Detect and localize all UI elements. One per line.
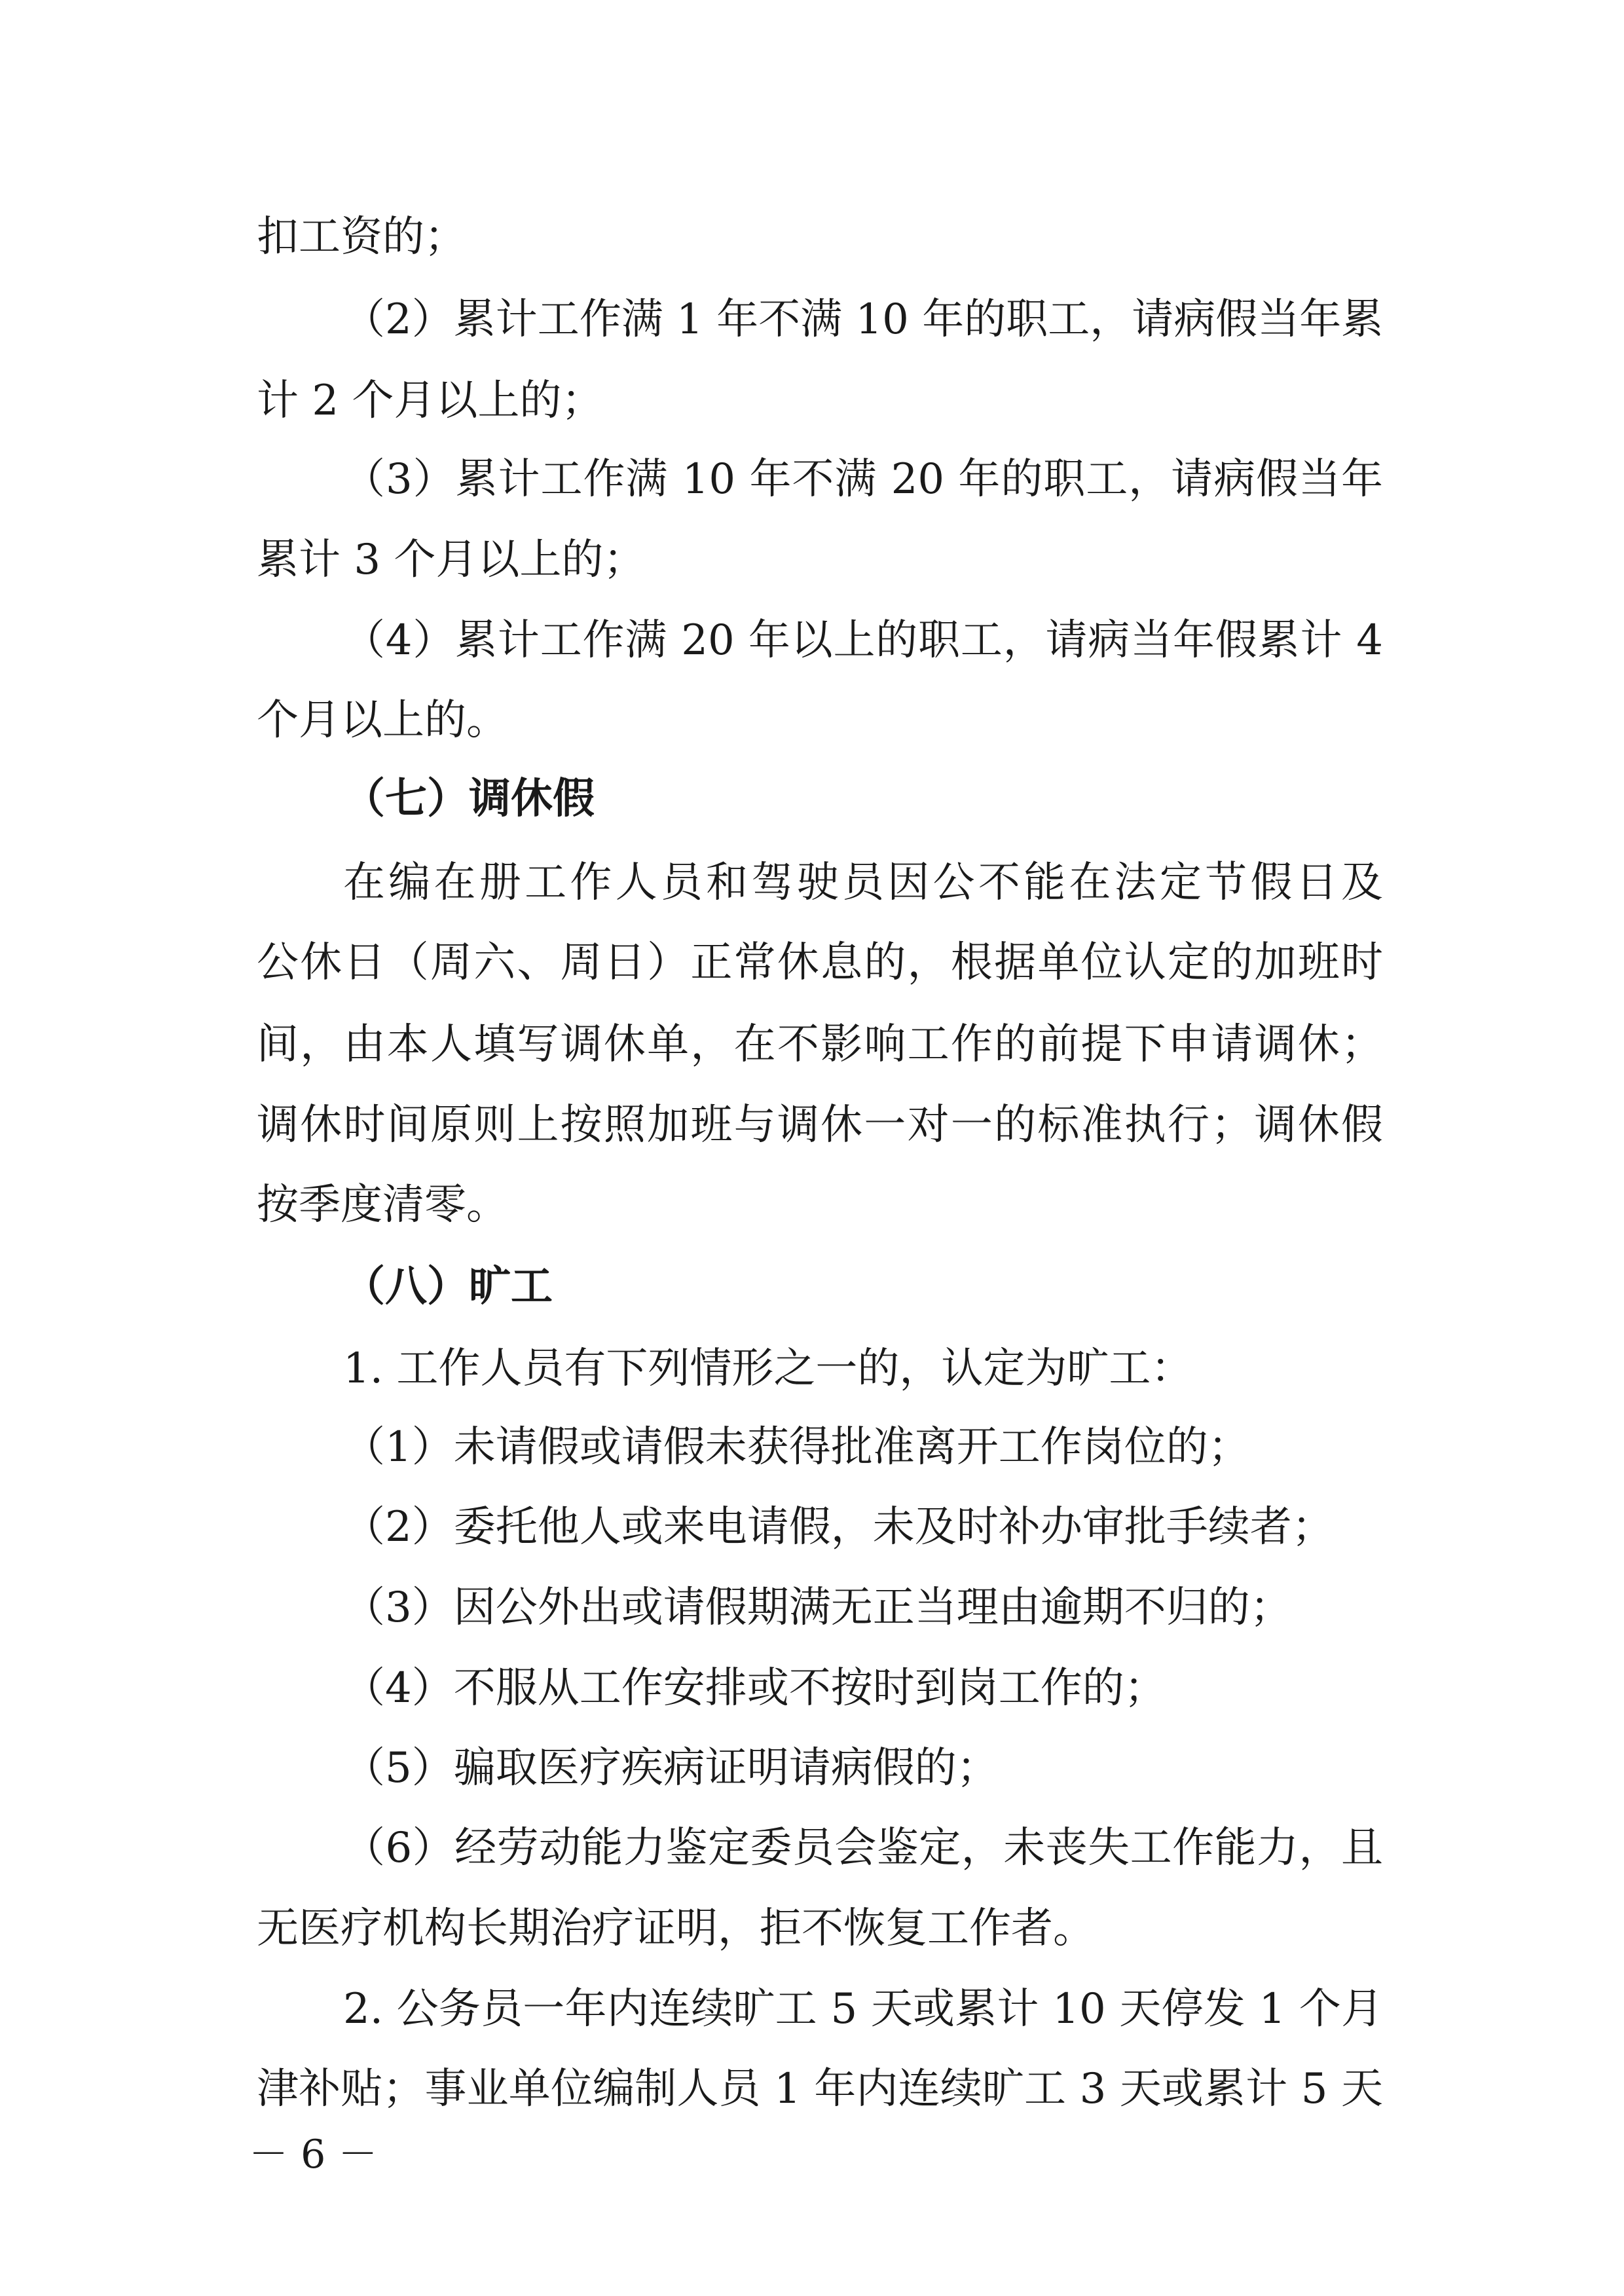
body-line: 津补贴；事业单位编制人员 1 年内连续旷工 3 天或累计 5 天 — [257, 2065, 1383, 2113]
list-item-line: （3）累计工作满 10 年不满 20 年的职工，请病假当年 — [343, 455, 1383, 504]
body-line: 扣工资的； — [257, 213, 466, 261]
body-line: 按季度清零。 — [257, 1181, 508, 1229]
body-line: 调休时间原则上按照加班与调休一对一的标准执行；调休假 — [257, 1101, 1383, 1149]
body-line: 计 2 个月以上的； — [257, 377, 604, 425]
list-item-line: 1. 工作人员有下列情形之一的，认定为旷工： — [343, 1344, 1193, 1393]
list-item-line: （4）不服从工作安排或不按时到岗工作的； — [343, 1664, 1166, 1713]
page-number: － 6 － — [249, 2132, 378, 2177]
list-item-line: （5）骗取医疗疾病证明请病假的； — [343, 1744, 999, 1792]
body-line: 无医疗机构长期治疗证明，拒不恢复工作者。 — [257, 1904, 1095, 1953]
list-item-line: （6）经劳动能力鉴定委员会鉴定，未丧失工作能力，且 — [343, 1824, 1383, 1872]
section-heading: （八）旷工 — [343, 1263, 553, 1311]
section-heading: （七）调休假 — [343, 775, 595, 823]
body-line: 个月以上的。 — [257, 696, 508, 745]
body-line: 间，由本人填写调休单，在不影响工作的前提下申请调休； — [257, 1020, 1383, 1069]
list-item-line: （3）因公外出或请假期满无正当理由逾期不归的； — [343, 1583, 1292, 1632]
list-item-line: （2）委托他人或来电请假，未及时补办审批手续者； — [343, 1503, 1334, 1551]
list-item-line: （4）累计工作满 20 年以上的职工，请病当年假累计 4 — [343, 616, 1383, 665]
paragraph-line: 在编在册工作人员和驾驶员因公不能在法定节假日及 — [343, 859, 1383, 907]
list-item-line: 2. 公务员一年内连续旷工 5 天或累计 10 天停发 1 个月 — [343, 1985, 1383, 2033]
body-line: 累计 3 个月以上的； — [257, 536, 646, 584]
body-line: 公休日（周六、周日）正常休息的，根据单位认定的加班时 — [257, 938, 1383, 987]
list-item-line: （2）累计工作满 1 年不满 10 年的职工，请病假当年累 — [343, 295, 1384, 344]
list-item-line: （1）未请假或请假未获得批准离开工作岗位的； — [343, 1423, 1250, 1472]
